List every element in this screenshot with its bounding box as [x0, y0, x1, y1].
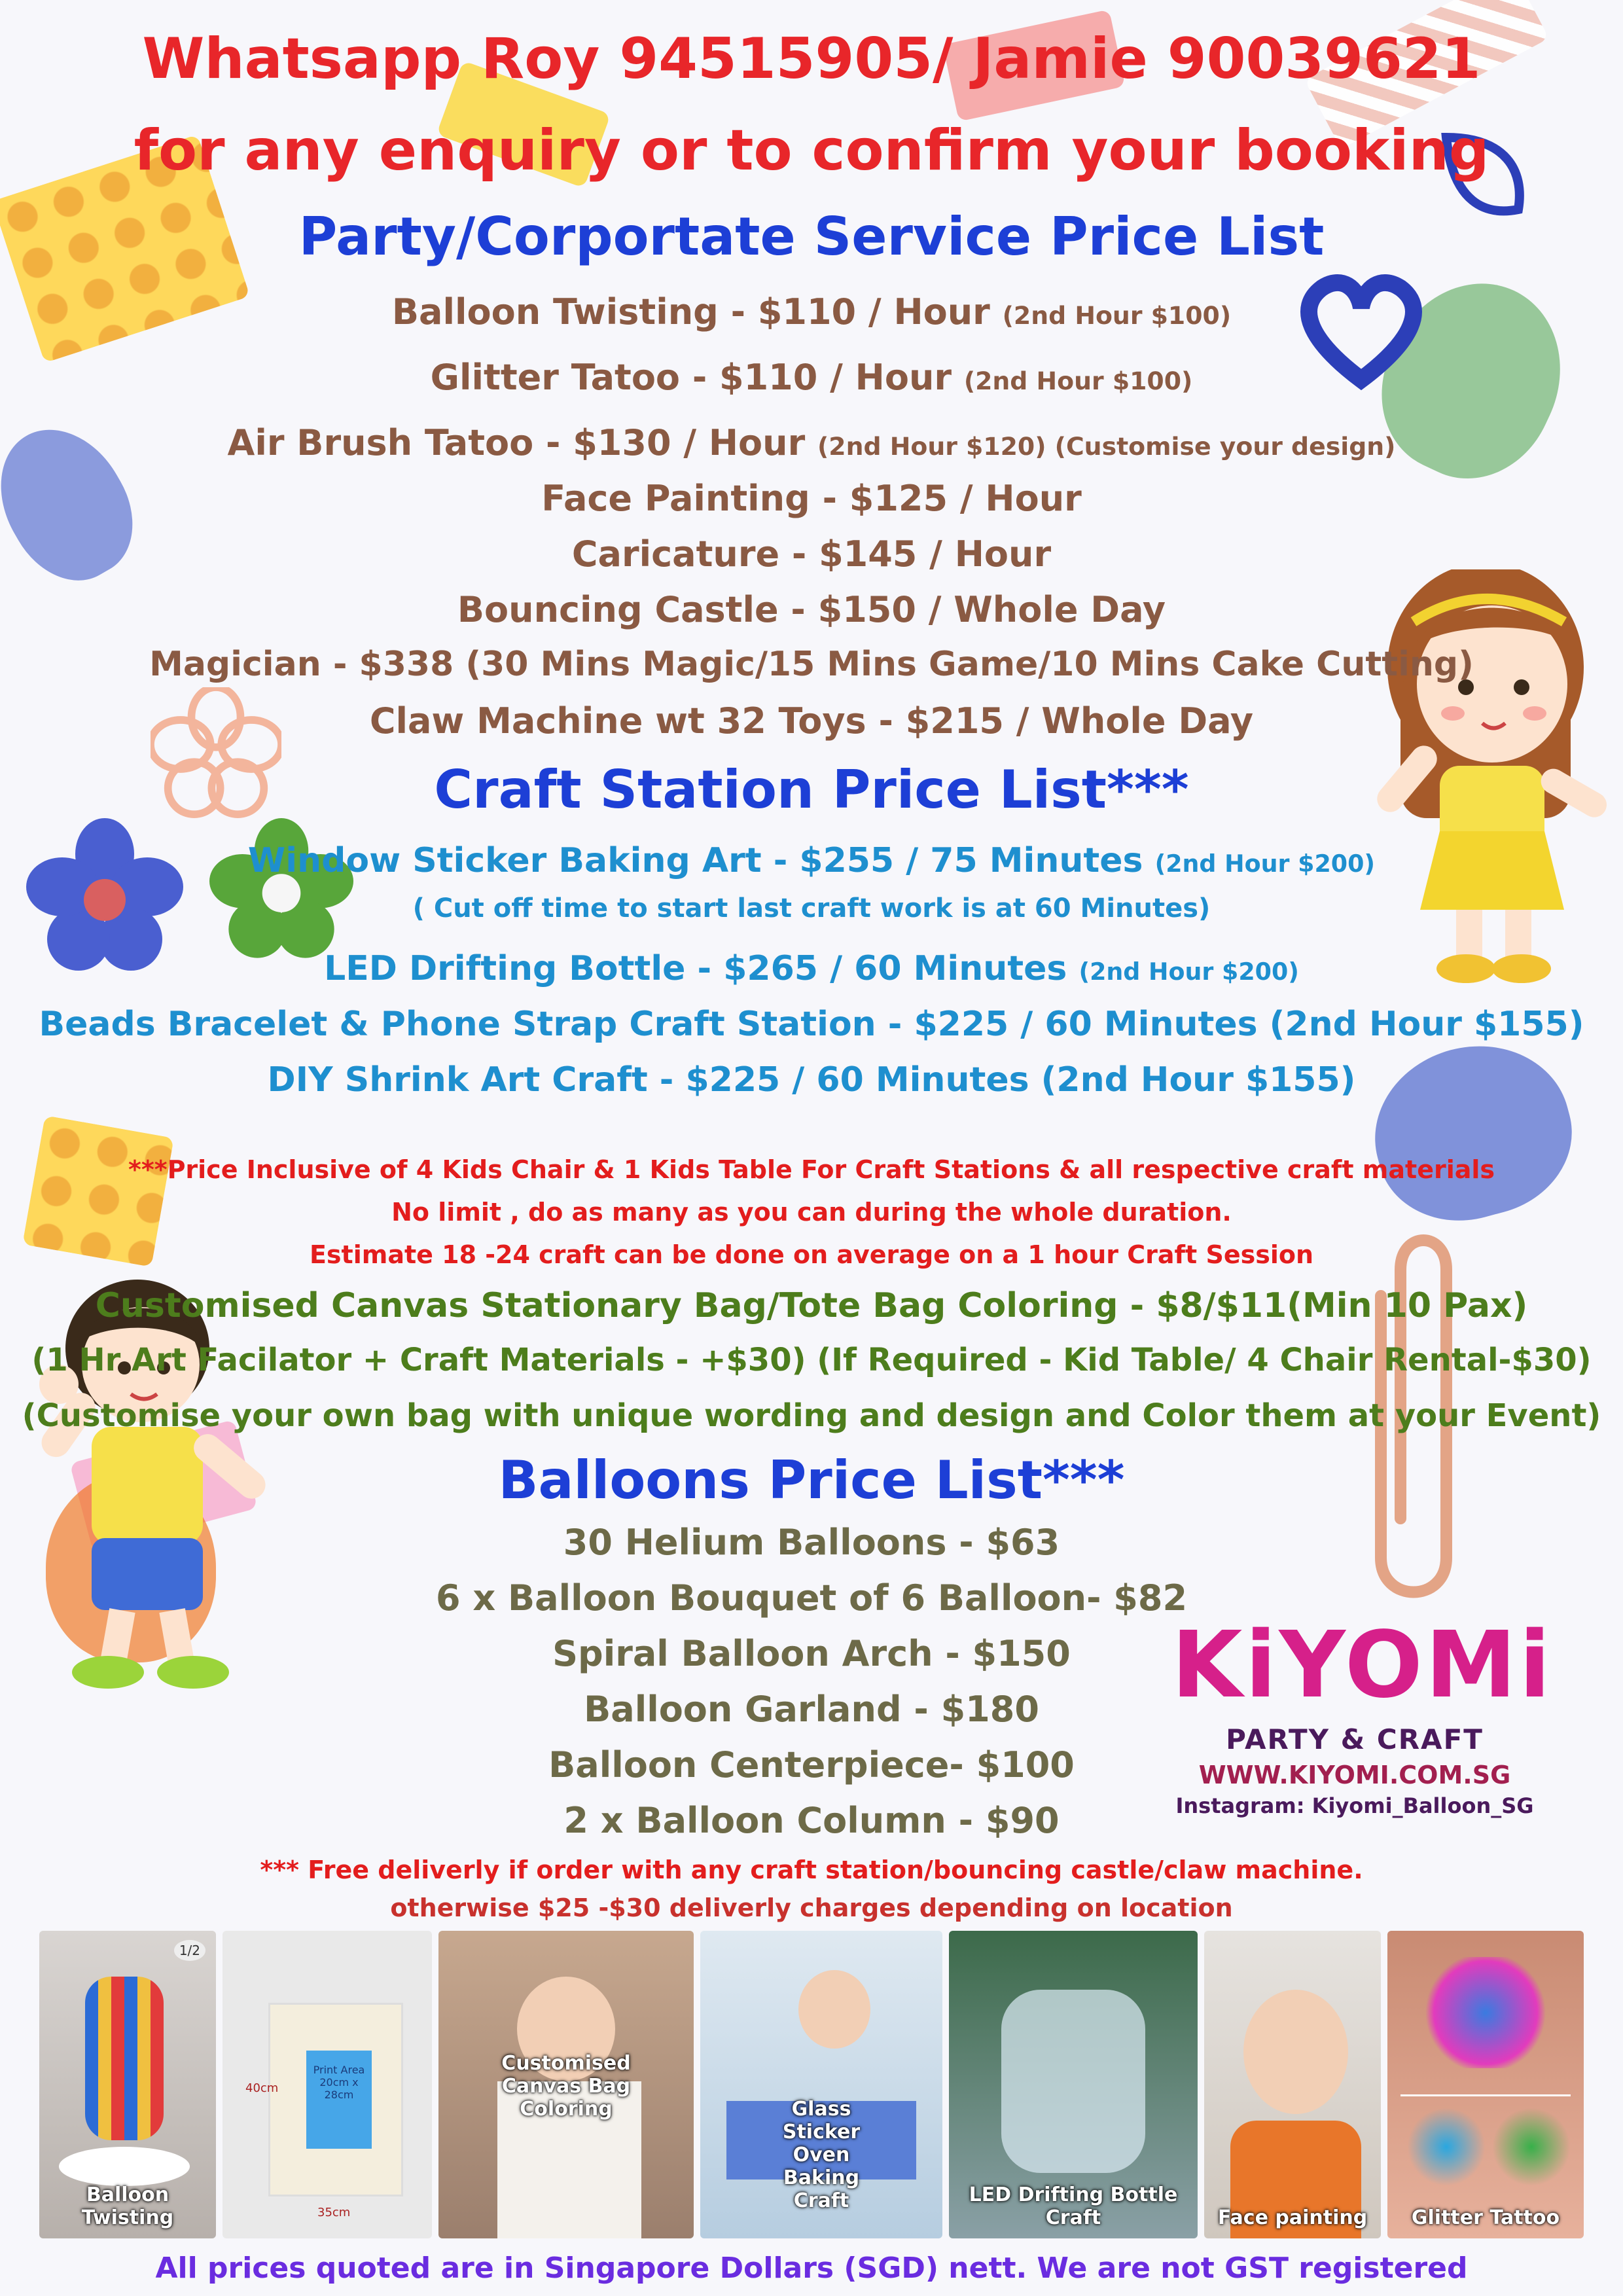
- canvas-bag-line: (Customise your own bag with unique wording and design and Color them at your Event): [22, 1397, 1601, 1434]
- instagram-handle[interactable]: Instagram: Kiyomi_Balloon_SG: [1175, 1793, 1534, 1818]
- dolphin-tattoo: [1407, 2108, 1486, 2186]
- party-item: Face Painting - $125 / Hour: [541, 478, 1082, 519]
- child-face: [1243, 1990, 1348, 2114]
- photo-caption: LED Drifting Bottle Craft: [969, 2183, 1178, 2229]
- photo-glitter-tattoo: [1387, 1931, 1584, 2238]
- party-item: Caricature - $145 / Hour: [571, 533, 1052, 575]
- photo-caption: Glass Sticker Oven Baking Craft: [782, 2098, 861, 2212]
- photo-strip: [39, 1931, 1584, 2238]
- craft-item-main: Window Sticker Baking Art - $255 / 75 Minutes: [247, 841, 1143, 880]
- balloon-item: 6 x Balloon Bouquet of 6 Balloon- $82: [435, 1577, 1188, 1619]
- width-dimension: 35cm: [317, 2206, 351, 2219]
- balloon-item: Balloon Garland - $180: [584, 1689, 1039, 1730]
- brand-name: KiYOMi: [1171, 1612, 1554, 1719]
- green-flower-icon: [209, 818, 353, 962]
- party-item-main: Air Brush Tatoo - $130 / Hour: [227, 422, 806, 463]
- website-link[interactable]: WWW.KIYOMI.COM.SG: [1198, 1761, 1511, 1789]
- kiyomi-logo: [1171, 1612, 1554, 1818]
- balloon-figure: [85, 1977, 164, 2140]
- craft-note: ***Price Inclusive of 4 Kids Chair & 1 Kids Table For Craft Stations & all respective craft materials: [128, 1155, 1495, 1184]
- craft-title-text: Craft Station Price List: [434, 759, 1107, 820]
- craft-item-main: LED Drifting Bottle - $265 / 60 Minutes: [324, 949, 1067, 988]
- craft-item: [0, 841, 1623, 880]
- balloons-section-title: [0, 1450, 1623, 1511]
- glass-bottle: [1001, 1990, 1145, 2173]
- party-item-extra: (2nd Hour $120) (Customise your design): [817, 432, 1396, 461]
- photo-balloon-twisting: [39, 1931, 216, 2238]
- craft-title-mark: ***: [1107, 759, 1189, 820]
- photo-canvas-bag: [438, 1931, 694, 2238]
- party-item-main: Balloon Twisting - $110 / Hour: [391, 291, 990, 332]
- balloon-item: 30 Helium Balloons - $63: [563, 1522, 1060, 1563]
- craft-item: DIY Shrink Art Craft - $225 / 60 Minutes (2nd Hour $155): [267, 1060, 1356, 1100]
- balloon-item: Spiral Balloon Arch - $150: [552, 1633, 1071, 1674]
- party-item-extra: (2nd Hour $100): [1002, 301, 1232, 330]
- party-section-title: Party/Corportate Service Price List: [298, 206, 1325, 267]
- contact-line: Whatsapp Roy 94515905/ Jamie 90039621: [142, 26, 1481, 92]
- craft-item-extra: (2nd Hour $200): [1154, 850, 1376, 878]
- party-item-main: Glitter Tatoo - $110 / Hour: [430, 357, 952, 398]
- party-item: [0, 422, 1623, 463]
- lizard-tattoo: [1492, 2108, 1571, 2186]
- craft-item: [0, 949, 1623, 988]
- print-area: Print Area 20cm x 28cm: [306, 2051, 372, 2149]
- craft-item-extra: (2nd Hour $200): [1079, 958, 1299, 986]
- tote-bag: [268, 2003, 403, 2197]
- party-item-extra: (2nd Hour $100): [963, 367, 1193, 395]
- photo-face-painting: [1204, 1931, 1381, 2238]
- party-item: Magician - $338 (30 Mins Magic/15 Mins Game/10 Mins Cake Cutting): [149, 645, 1474, 684]
- child-face: [798, 1970, 870, 2049]
- footer-disclaimer: All prices quoted are in Singapore Dollars (SGD) nett. We are not GST registered: [155, 2251, 1468, 2285]
- canvas-bag-line: (1 Hr Art Facilator + Craft Materials - +$30) (If Required - Kid Table/ 4 Chair Rental-$30): [31, 1342, 1592, 1378]
- photo-tote-bag: [223, 1931, 432, 2238]
- photo-caption: Glitter Tattoo: [1411, 2206, 1560, 2229]
- brand-tagline: PARTY & CRAFT: [1226, 1723, 1484, 1755]
- photo-divider: [1400, 2094, 1571, 2096]
- delivery-note: otherwise $25 -$30 deliverly charges depending on location: [390, 1893, 1233, 1922]
- craft-section-title: [0, 759, 1623, 820]
- craft-item-note: ( Cut off time to start last craft work is at 60 Minutes): [412, 893, 1211, 924]
- party-item: [0, 291, 1623, 332]
- party-item: [0, 357, 1623, 398]
- craft-item: Beads Bracelet & Phone Strap Craft Station - $225 / 60 Minutes (2nd Hour $155): [39, 1005, 1584, 1044]
- photo-caption: Balloon Twisting: [81, 2183, 174, 2229]
- display-plate: [59, 2147, 190, 2186]
- canvas-bag-line: Customised Canvas Stationary Bag/Tote Bag Coloring - $8/$11(Min 10 Pax): [95, 1286, 1528, 1325]
- photo-caption: Customised Canvas Bag Coloring: [501, 2052, 631, 2121]
- delivery-note: *** Free deliverly if order with any craft station/bouncing castle/claw machine.: [260, 1856, 1363, 1884]
- party-item: Claw Machine wt 32 Toys - $215 / Whole Day: [369, 700, 1254, 742]
- butterfly-tattoo: [1420, 1957, 1551, 2068]
- balloon-item: 2 x Balloon Column - $90: [563, 1800, 1060, 1841]
- photo-badge: 1/2: [174, 1940, 205, 1961]
- height-dimension: 40cm: [245, 2081, 279, 2095]
- photo-glass-sticker: [700, 1931, 942, 2238]
- photo-caption: Face painting: [1217, 2206, 1368, 2229]
- balloon-item: Balloon Centerpiece- $100: [548, 1744, 1075, 1785]
- party-item: Bouncing Castle - $150 / Whole Day: [457, 589, 1166, 630]
- craft-note: Estimate 18 -24 craft can be done on average on a 1 hour Craft Session: [309, 1240, 1314, 1269]
- photo-led-bottle: [949, 1931, 1198, 2238]
- booking-line: for any enquiry or to confirm your booking: [134, 118, 1489, 183]
- balloons-title-mark: ***: [1042, 1450, 1125, 1511]
- craft-note: No limit , do as many as you can during the whole duration.: [391, 1198, 1232, 1227]
- balloons-title-text: Balloons Price List: [498, 1450, 1043, 1511]
